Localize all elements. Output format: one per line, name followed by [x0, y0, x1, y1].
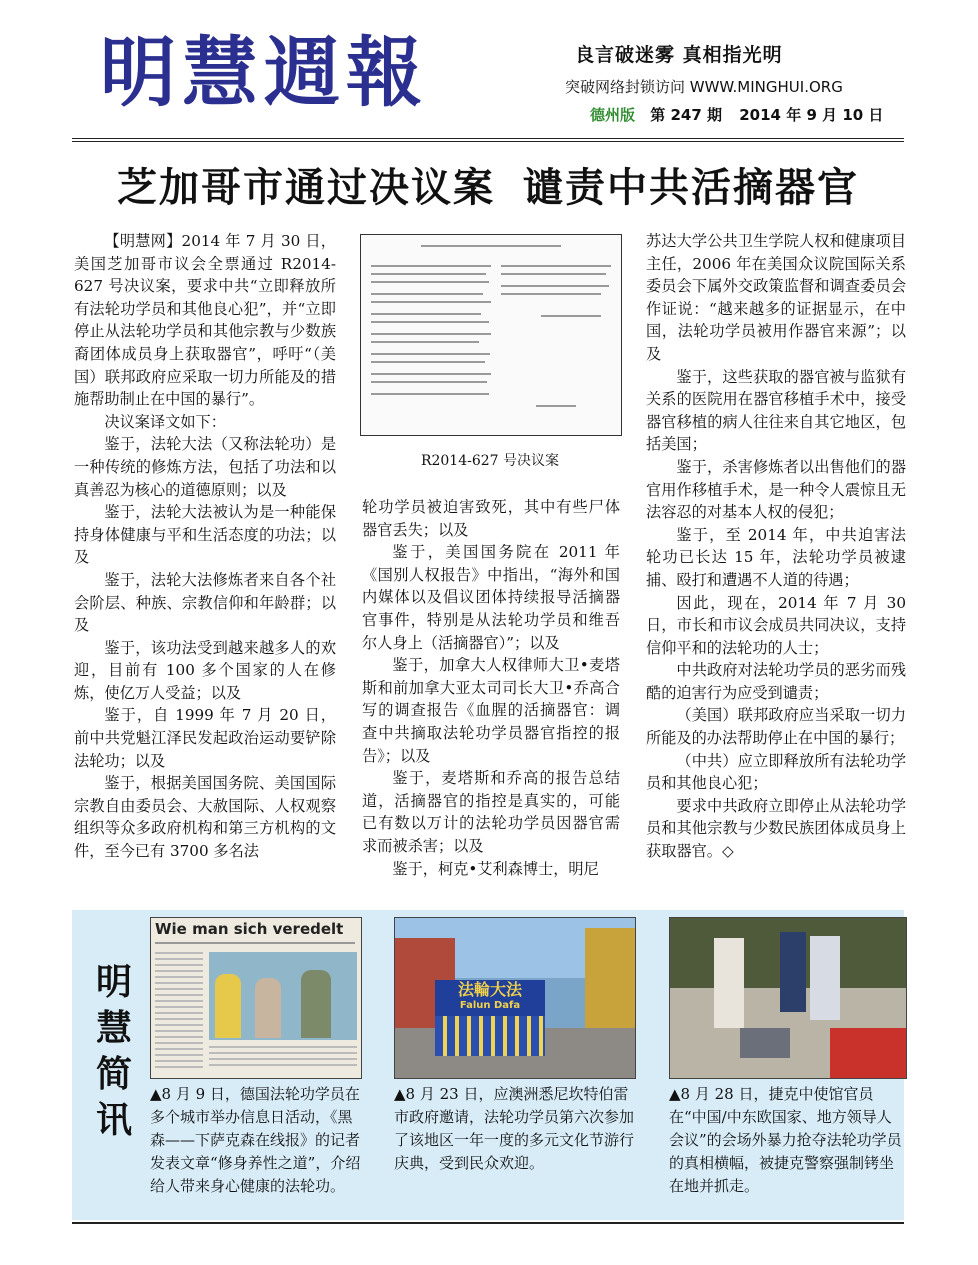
masthead-slogan: 良言破迷雾 真相指光明	[575, 44, 783, 66]
article-column-2	[362, 496, 620, 880]
paragraph: 中共政府对法轮功学员的恶劣而残酷的迫害行为应受到谴责；	[646, 661, 906, 702]
edition-label: 德州版	[590, 106, 636, 124]
embassy-incident-photo	[669, 917, 907, 1079]
paragraph: 鉴于，法轮大法修炼者来自各个社会阶层、种族、宗教信仰和年龄群；以及	[74, 570, 336, 635]
newspaper-clipping-photo	[150, 917, 362, 1079]
paragraph: 鉴于，该功法受到越来越多人的欢迎，目前有 100 多个国家的人在修炼，使亿万人受益；以及	[74, 638, 336, 702]
paragraph: 苏达大学公共卫生学院人权和健康项目主任，2006 年在美国众议院国际关系委员会下属外交政策监督和调查委员会作证说：“越来越多的证据显示，在中国，法轮功学员被用作器官来源”；以及	[646, 232, 906, 363]
clipping-headline: Wie man sich veredelt	[155, 920, 344, 938]
news-brief-label	[86, 960, 142, 1144]
paragraph: 决议案译文如下：	[104, 412, 226, 431]
label-char: 讯	[95, 1100, 132, 1141]
news-caption-3: ▲8 月 28 日，捷克中使馆官员在“中国/中东欧国家、地方领导人会议”的会场外暴力抢夺法轮功学员的真相横幅，被捷克警察强制铐坐在地并抓走。	[669, 1085, 902, 1195]
paragraph: 要求中共政府立即停止从法轮功学员和其他宗教与少数民族团体成员身上获取器官。◇	[646, 796, 906, 861]
paragraph: 鉴于，美国国务院在 2011 年《国别人权报告》中指出，“海外和国内媒体以及倡议团体持续报导活摘器官事件，特别是从法轮功学员和维吾尔人身上（活摘器官）”；以及	[362, 543, 620, 652]
paragraph: （美国）联邦政府应当采取一切力所能及的办法帮助停止在中国的暴行；	[646, 706, 906, 748]
issue-date: 2014 年 9 月 10 日	[739, 106, 884, 124]
paragraph: 鉴于，麦塔斯和乔高的报告总结道，活摘器官的指控是真实的，可能已有数以万计的法轮功学员因器官需求而被杀害；以及	[362, 769, 620, 855]
issue-number: 第 247 期	[650, 106, 723, 124]
headline-part-1: 芝加哥市通过决议案	[117, 164, 495, 211]
masthead-subline: 突破网络封锁访问 WWW.MINGHUI.ORG	[565, 78, 843, 96]
resolution-document-image	[360, 234, 622, 436]
paragraph: 鉴于，法轮大法被认为是一种能保持身体健康与平和生活态度的功法；以及	[74, 503, 336, 567]
paragraph: 鉴于，至 2014 年，中共迫害法轮功已长达 15 年，法轮功学员被逮捕、殴打和遭遇不人道的待遇；	[646, 525, 906, 589]
headline-part-2: 谴责中共活摘器官	[523, 164, 859, 211]
masthead-rule	[72, 138, 904, 142]
parade-photo	[394, 917, 636, 1079]
news-caption-1: ▲8 月 9 日，德国法轮功学员在多个城市举办信息日活动，《黑森——下萨克森在线报》的记者发表文章“修身养性之道”，介绍给人带来身心健康的法轮功。	[150, 1085, 361, 1195]
figure-caption: R2014-627 号决议案	[420, 453, 560, 469]
paragraph: 鉴于，杀害修炼者以出售他们的器官用作移植手术，是一种令人震惊且无法容忍的对基本人权的侵犯；	[646, 457, 906, 522]
paragraph: 因此，现在，2014 年 7 月 30 日，市长和市议会成员共同决议，支持信仰平和的法轮功的人士；	[646, 593, 906, 657]
paragraph: 鉴于，自 1999 年 7 月 20 日，前中共党魁江泽民发起政治运动要铲除法轮功；以及	[74, 706, 336, 770]
issue-line	[590, 104, 910, 126]
label-char: 明	[95, 962, 132, 1003]
paragraph: 鉴于，加拿大人权律师大卫•麦塔斯和前加拿大亚太司司长大卫•乔高合写的调查报告《血腥的活摘器官：调查中共摘取法轮功学员器官指控的报告》；以及	[362, 656, 620, 765]
paragraph: 鉴于，柯克•艾利森博士，明尼	[392, 859, 599, 878]
article-column-1	[74, 230, 336, 863]
paragraph: 轮功学员被迫害致死，其中有些尸体器官丢失；以及	[362, 498, 620, 539]
masthead-title: 明慧週報	[100, 28, 428, 117]
paragraph: 鉴于，这些获取的器官被与监狱有关系的医院用在器官移植手术中，接受器官移植的病人往往来自其它地区，包括美国；	[646, 367, 906, 454]
paragraph: （中共）应立即释放所有法轮功学员和其他良心犯；	[646, 751, 906, 793]
label-char: 简	[95, 1054, 132, 1095]
paragraph: 【明慧网】2014 年 7 月 30 日，美国芝加哥市议会全票通过 R2014-627 号决议案，要求中共“立即释放所有法轮功学员和其他良心犯”，并“立即停止从法轮功学员和其他宗教与少数族裔团体成员身上获取器官”，呼吁“（美国）联邦政府应采取一切力所能及的措施帮助制止在中国的暴行”。	[74, 232, 336, 409]
paragraph: 鉴于，根据美国国务院、美国国际宗教自由委员会、大赦国际、人权观察组织等众多政府机构和第三方机构的文件，至今已有 3700 多名法	[74, 774, 336, 861]
paragraph: 鉴于，法轮大法（又称法轮功）是一种传统的修炼方法，包括了功法和以真善忍为核心的道德原则；以及	[74, 435, 336, 499]
article-headline	[72, 160, 904, 216]
parade-banner-text-en: Falun Dafa	[459, 1000, 521, 1011]
article-column-3	[646, 230, 906, 863]
parade-banner-text: 法輪大法	[457, 980, 522, 999]
bottom-rule	[72, 1222, 904, 1224]
label-char: 慧	[95, 1008, 132, 1049]
news-caption-2: ▲8 月 23 日，应澳洲悉尼坎特伯雷市政府邀请，法轮功学员第六次参加了该地区一年一度的多元文化节游行庆典，受到民众欢迎。	[394, 1085, 635, 1172]
